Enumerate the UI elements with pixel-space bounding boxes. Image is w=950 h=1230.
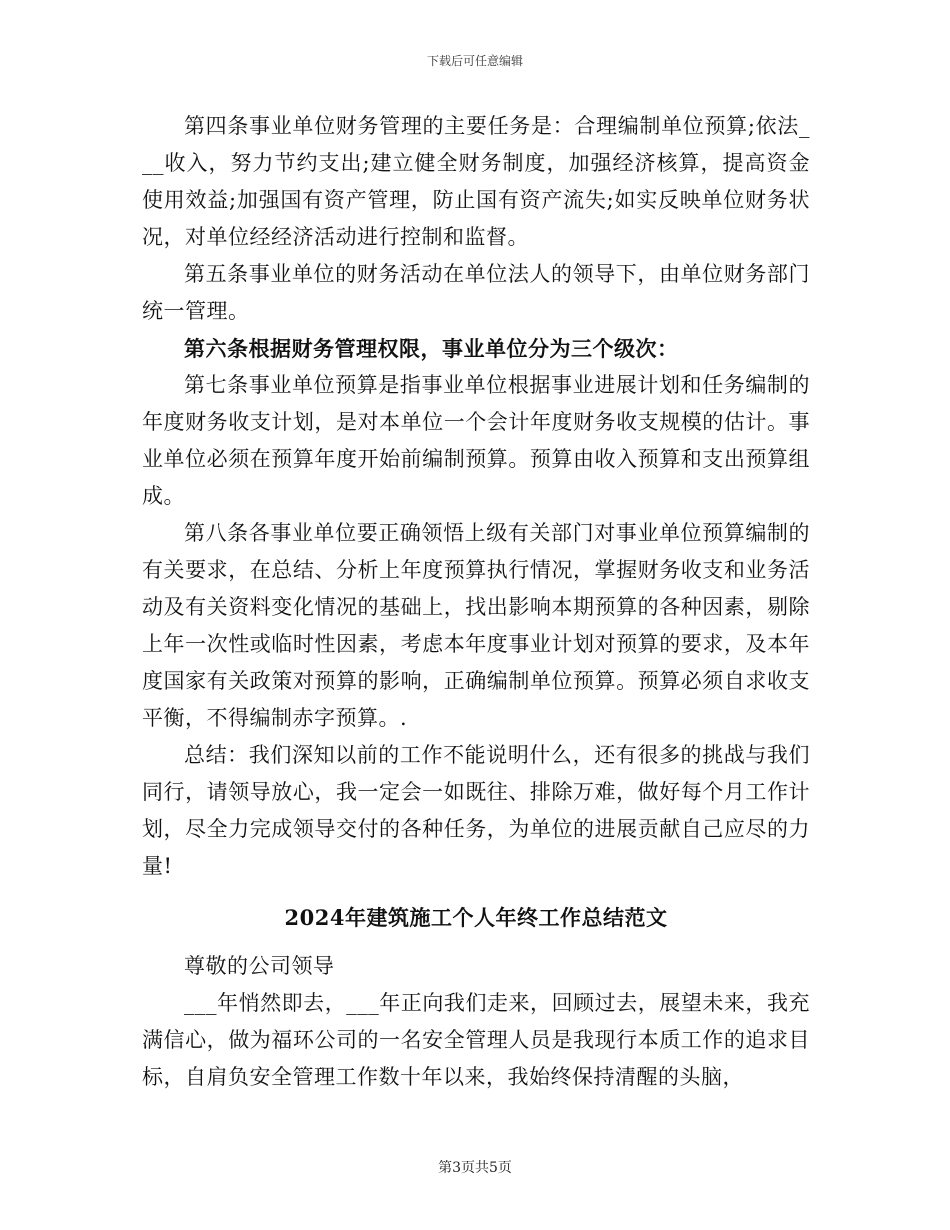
section-title: 2024年建筑施工个人年终工作总结范文	[284, 905, 668, 930]
document-body	[142, 108, 810, 1096]
paragraph-opening: ___年悄然即去，___年正向我们走来，回顾过去，展望未来，我充满信心，做为福环公司的一名安全管理人员是我现行本质工作的追求目标，自肩负安全管理工作数十年以来，我始终保持清醒的头脑，	[142, 991, 810, 1089]
paragraph-article-4: 第四条事业单位财务管理的主要任务是：合理编制单位预算;依法___收入，努力节约支出;建立健全财务制度，加强经济核算，提高资金使用效益;加强国有资产管理，防止国有资产流失;如实反映单位财务状况，对单位经经济活动进行控制和监督。	[142, 114, 810, 249]
paragraph-summary: 总结：我们深知以前的工作不能说明什么，还有很多的挑战与我们同行，请领导放心，我一定会一如既往、排除万难，做好每个月工作计划，尽全力完成领导交付的各种任务，为单位的进展贡献自己应尽的力量!	[142, 743, 810, 878]
page-header: 下载后可任意编辑	[426, 54, 523, 68]
paragraph-salutation: 尊敬的公司领导	[184, 954, 335, 978]
paragraph-article-5: 第五条事业单位的财务活动在单位法人的领导下，由单位财务部门统一管理。	[142, 262, 810, 323]
paragraph-article-6: 第六条根据财务管理权限，事业单位分为三个级次：	[184, 336, 679, 361]
paragraph-article-8: 第八条各事业单位要正确领悟上级有关部门对事业单位预算编制的有关要求，在总结、分析上年度预算执行情况，掌握财务收支和业务活动及有关资料变化情况的基础上，找出影响本期预算的各种因素，剔除上年一次性或临时性因素，考虑本年度事业计划对预算的要求，及本年度国家有关政策对预算的影响，正确编制单位预算。预算必须自求收支平衡，不得编制赤字预算。.	[142, 521, 810, 730]
paragraph-article-7: 第七条事业单位预算是指事业单位根据事业进展计划和任务编制的年度财务收支计划，是对本单位一个会计年度财务收支规模的估计。事业单位必须在预算年度开始前编制预算。预算由收入预算和支出预算组成。	[142, 373, 810, 508]
page-footer: 第3页共5页	[438, 1160, 512, 1176]
